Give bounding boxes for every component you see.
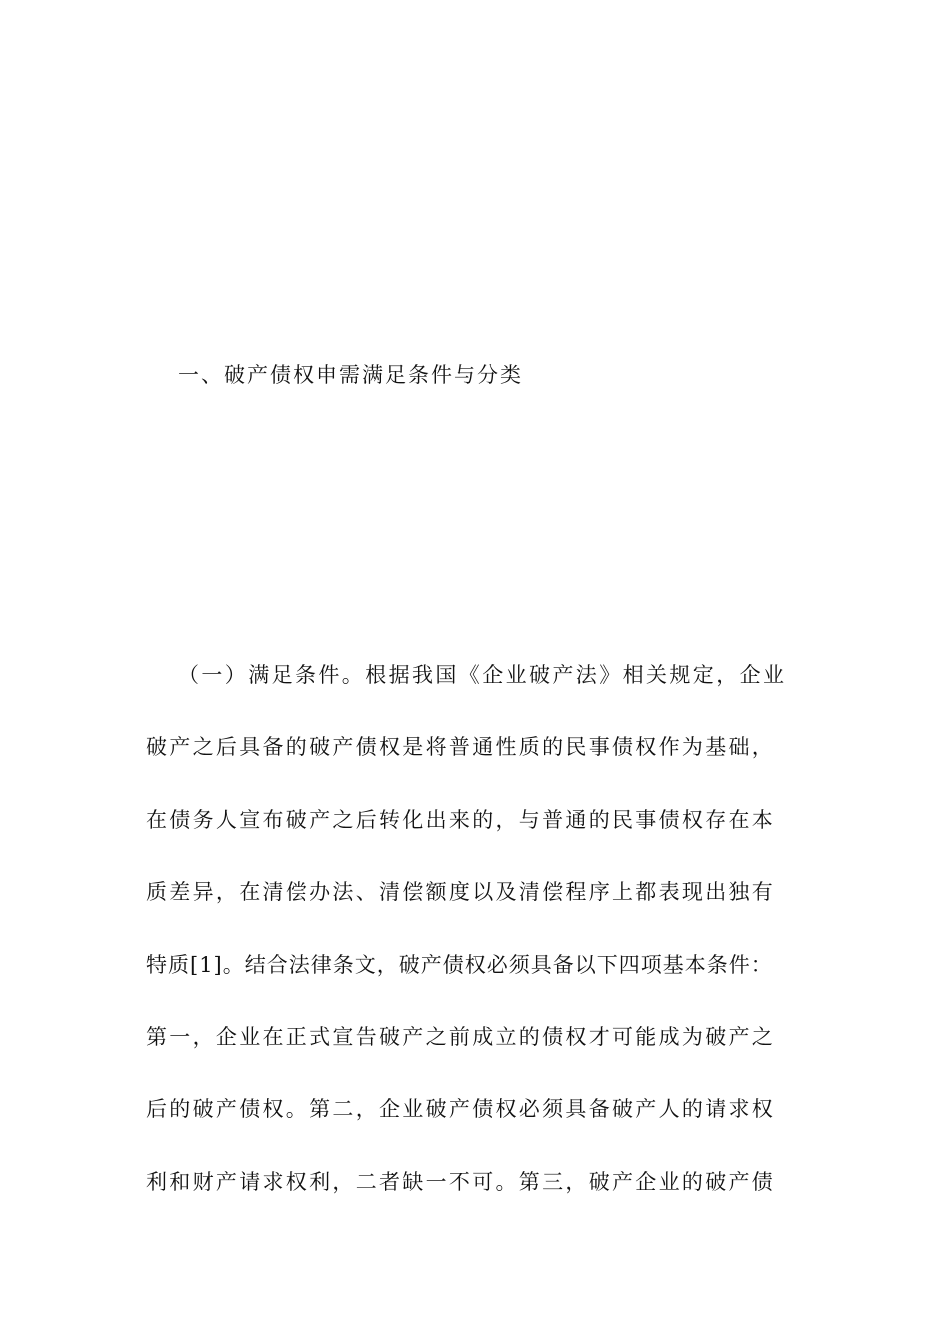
section-heading: 一、破产债权申需满足条件与分类 — [178, 363, 523, 387]
paragraph-line: 特质[1]。结合法律条文，破产债权必须具备以下四项基本条件： — [146, 953, 773, 977]
paragraph-line: 破产之后具备的破产债权是将普通性质的民事债权作为基础， — [146, 735, 776, 759]
paragraph-line: 第一，企业在正式宣告破产之前成立的债权才可能成为破产之 — [146, 1025, 776, 1049]
paragraph-line: 质差异，在清偿办法、清偿额度以及清偿程序上都表现出独有 — [146, 880, 776, 904]
paragraph-line: 在债务人宣布破产之后转化出来的，与普通的民事债权存在本 — [146, 808, 776, 832]
paragraph-line: 利和财产请求权利，二者缺一不可。第三，破产企业的破产债 — [146, 1170, 776, 1194]
paragraph-line: 后的破产债权。第二，企业破产债权必须具备破产人的请求权 — [146, 1097, 776, 1121]
paragraph-line: （一）满足条件。根据我国《企业破产法》相关规定，企业 — [178, 663, 787, 687]
